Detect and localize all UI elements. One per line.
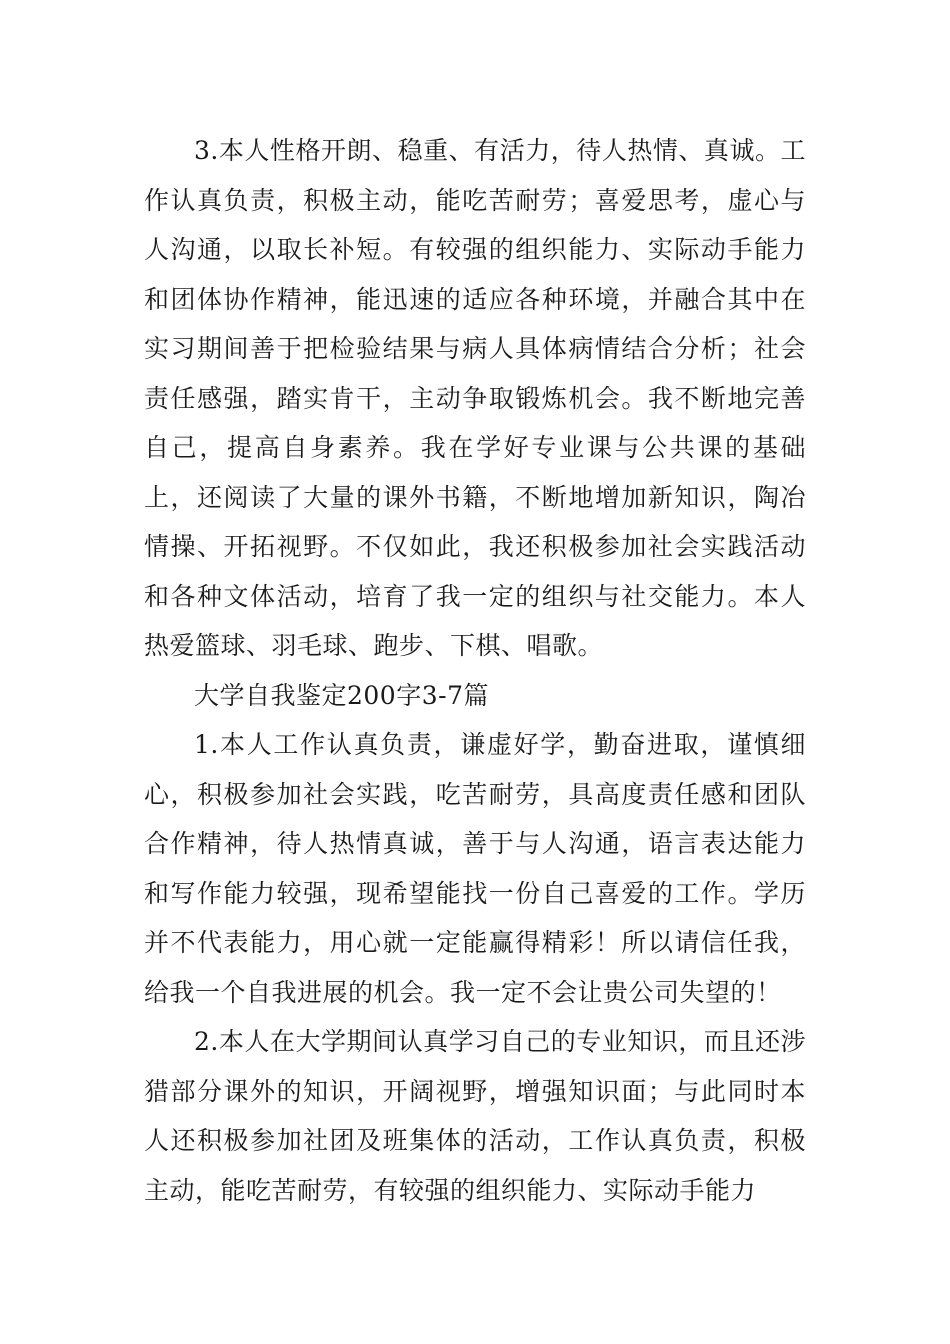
section-heading: 大学自我鉴定200字3-7篇 xyxy=(194,680,489,710)
paragraph-2: 2.本人在大学期间认真学习自己的专业知识，而且还涉猎部分课外的知识，开阔视野，增强知识面；与此同时本人还积极参加社团及班集体的活动，工作认真负责，积极主动，能吃苦耐劳，有较强的组织能力、实际动手能力 xyxy=(144,1027,806,1205)
paragraph-1: 1.本人工作认真负责，谦虚好学，勤奋进取，谨慎细心，积极参加社会实践，吃苦耐劳，具高度责任感和团队合作精神，待人热情真诚，善于与人沟通，语言表达能力和写作能力较强，现希望能找一份自己喜爱的工作。学历并不代表能力，用心就一定能赢得精彩！所以请信任我，给我一个自我进展的机会。我一定不会让贵公司失望的！ xyxy=(144,730,806,1007)
document-body xyxy=(144,126,806,1215)
paragraph-3: 3.本人性格开朗、稳重、有活力，待人热情、真诚。工作认真负责，积极主动，能吃苦耐劳；喜爱思考，虚心与人沟通，以取长补短。有较强的组织能力、实际动手能力和团体协作精神，能迅速的适应各种环境，并融合其中在实习期间善于把检验结果与病人具体病情结合分析；社会责任感强，踏实肯干，主动争取锻炼机会。我不断地完善自己，提高自身素养。我在学好专业课与公共课的基础上，还阅读了大量的课外书籍，不断地增加新知识，陶冶情操、开拓视野。不仅如此，我还积极参加社会实践活动和各种文体活动，培育了我一定的组织与社交能力。本人热爱篮球、羽毛球、跑步、下棋、唱歌。 xyxy=(144,136,806,660)
